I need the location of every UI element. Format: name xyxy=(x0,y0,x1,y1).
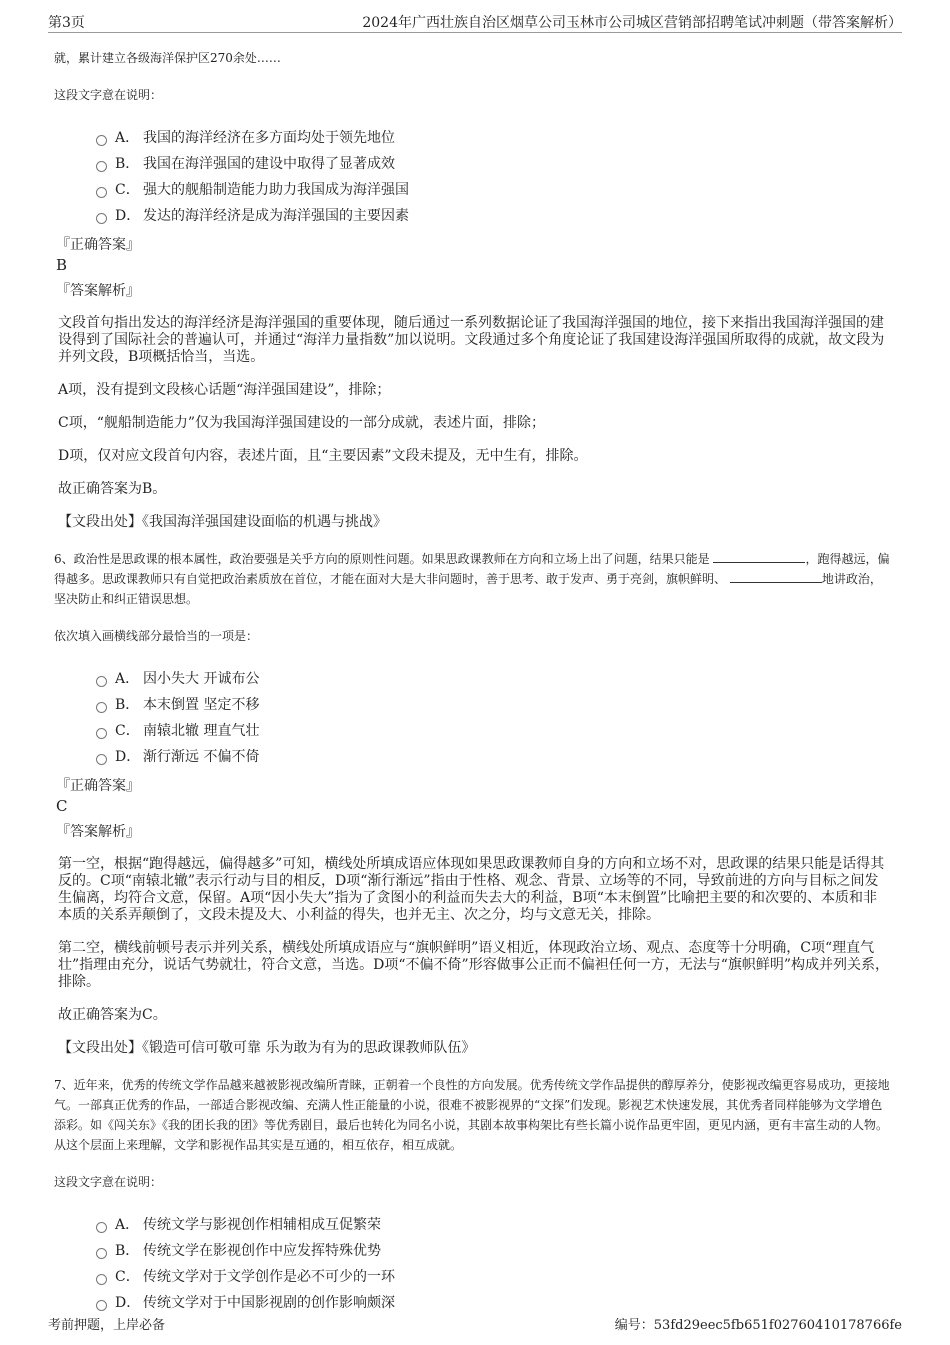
question-5-options xyxy=(96,125,890,229)
question-5-prompt: 这段文字意在说明： xyxy=(54,88,163,102)
radio-icon[interactable] xyxy=(96,135,107,146)
analysis-paragraph: C项，“舰船制造能力”仅为我国海洋强国建设的一部分成就，表述片面，排除； xyxy=(58,415,546,431)
option-a[interactable]: A． 我国的海洋经济在多方面均处于领先地位 xyxy=(96,125,890,151)
option-c[interactable]: C． 强大的舰船制造能力助力我国成为海洋强国 xyxy=(96,177,890,203)
option-c[interactable]: C． 传统文学对于文学创作是必不可少的一环 xyxy=(96,1264,890,1290)
radio-icon[interactable] xyxy=(96,1274,107,1285)
analysis-label: 『答案解析』 xyxy=(56,824,140,840)
analysis-paragraph: 第一空，根据“跑得越远，偏得越多”可知，横线处所填成语应体现如果思政课教师自身的方向和立场不对，思政课的结果只能是话得其反的。C项“南辕北辙”表示行动与目的相反，D项“渐行渐远”指由于性格、观念、背景、立场等的不同，导致前进的方向与目标之间发生偏离，均符合文意，保留。A项“因小失大”指为了贪图小的利益而失去大的利益，B项“本末倒置”比喻把主要的和次要的、本质和非本质的关系弄颠倒了，文段未提及大、小利益的得失，也并无主、次之分，均与文意无关，排除。 xyxy=(58,856,885,923)
question-7-stem: 7、近年来，优秀的传统文学作品越来越被影视改编所青睐，正朝着一个良性的方向发展。优秀传统文学作品提供的醇厚养分，使影视改编更容易成功，更接地气。一部真正优秀的作品，一部适合影视改编、充满人性正能量的小说，很难不被影视界的“文探”们发现。影视艺术快速发展，其优秀者同样能够为文学增色添彩。如《闯关东》《我的团长我的团》等优秀剧目，最后也转化为同名小说，其剧本故事构架比有些长篇小说作品更牢固，更见内涵，更有丰富生动的人物。从这个层面上来理解，文学和影视作品其实是互通的，相互依存，相互成就。 xyxy=(54,1078,890,1152)
radio-icon[interactable] xyxy=(96,187,107,198)
analysis-paragraph: D项，仅对应文段首句内容，表述片面，且“主要因素”文段未提及，无中生有，排除。 xyxy=(58,448,588,464)
source-citation: 【文段出处】《我国海洋强国建设面临的机遇与挑战》 xyxy=(58,514,387,530)
page-header xyxy=(48,12,902,33)
radio-icon[interactable] xyxy=(96,1300,107,1311)
correct-answer: C xyxy=(56,797,68,815)
fill-blank xyxy=(713,550,805,563)
answer-label: 『正确答案』 xyxy=(56,237,140,253)
radio-icon[interactable] xyxy=(96,161,107,172)
fill-blank xyxy=(730,570,822,583)
radio-icon[interactable] xyxy=(96,1248,107,1259)
source-citation: 【文段出处】《锻造可信可敬可靠 乐为敢为有为的思政课教师队伍》 xyxy=(58,1040,476,1056)
option-b[interactable]: B． 我国在海洋强国的建设中取得了显著成效 xyxy=(96,151,890,177)
footer-slogan: 考前押题，上岸必备 xyxy=(48,1318,166,1333)
question-5-stem-tail: 就，累计建立各级海洋保护区270余处…… xyxy=(54,51,281,65)
option-b[interactable]: B． 传统文学在影视创作中应发挥特殊优势 xyxy=(96,1238,890,1264)
correct-answer: B xyxy=(56,256,68,274)
page-number: 第3页 xyxy=(48,15,85,31)
option-d[interactable]: D． 渐行渐远 不偏不倚 xyxy=(96,744,890,770)
radio-icon[interactable] xyxy=(96,213,107,224)
question-6-stem: 6、政治性是思政课的根本属性，政治要强是关乎方向的原则性问题。如果思政课教师在方向和立场上出了问题，结果只能是 ，跑得越远，偏得越多。思政课教师只有自觉把政治素质放在首位，才能在面对大是大非问题时，善于思考、敢于发声、勇于亮剑，旗帜鲜明、 地讲政治，坚决防止和纠正错误思想。 xyxy=(54,552,890,606)
option-b[interactable]: B． 本末倒置 坚定不移 xyxy=(96,692,890,718)
radio-icon[interactable] xyxy=(96,676,107,687)
option-c[interactable]: C． 南辕北辙 理直气壮 xyxy=(96,718,890,744)
radio-icon[interactable] xyxy=(96,1222,107,1233)
document-id: 编号：53fd29eec5fb651f02760410178766fe xyxy=(614,1318,902,1333)
question-6-options xyxy=(96,666,890,770)
page-content xyxy=(54,48,890,1316)
analysis-paragraph: 第二空，横线前顿号表示并列关系，横线处所填成语应与“旗帜鲜明”语义相近，体现政治立场、观点、态度等十分明确，C项“理直气壮”指理由充分，说话气势就壮，符合文意，当选。D项“不偏不倚”形容做事公正而不偏袒任何一方，无法与“旗帜鲜明”构成并列关系，排除。 xyxy=(58,940,890,990)
answer-label: 『正确答案』 xyxy=(56,778,140,794)
option-a[interactable]: A． 因小失大 开诚布公 xyxy=(96,666,890,692)
analysis-paragraph: 文段首句指出发达的海洋经济是海洋强国的重要体现，随后通过一系列数据论证了我国海洋强国的地位，接下来指出我国海洋强国的建设得到了国际社会的普遍认可，并通过“海洋力量指数”加以说明。文段通过多个角度论证了我国建设海洋强国所取得的成就，故文段为并列文段，B项概括恰当，当选。 xyxy=(58,315,885,365)
radio-icon[interactable] xyxy=(96,754,107,765)
analysis-conclusion: 故正确答案为C。 xyxy=(58,1007,167,1023)
option-a[interactable]: A． 传统文学与影视创作相辅相成互促繁荣 xyxy=(96,1212,890,1238)
analysis-label: 『答案解析』 xyxy=(56,283,140,299)
analysis-conclusion: 故正确答案为B。 xyxy=(58,481,167,497)
radio-icon[interactable] xyxy=(96,702,107,713)
radio-icon[interactable] xyxy=(96,728,107,739)
question-7-prompt: 这段文字意在说明： xyxy=(54,1175,163,1189)
option-d[interactable]: D． 发达的海洋经济是成为海洋强国的主要因素 xyxy=(96,203,890,229)
document-title: 2024年广西壮族自治区烟草公司玉林市公司城区营销部招聘笔试冲刺题（带答案解析） xyxy=(362,15,902,31)
question-6-prompt: 依次填入画横线部分最恰当的一项是： xyxy=(54,629,259,643)
option-d[interactable]: D． 传统文学对于中国影视剧的创作影响颇深 xyxy=(96,1290,890,1316)
analysis-paragraph: A项，没有提到文段核心话题“海洋强国建设”，排除； xyxy=(58,382,391,398)
question-7-options xyxy=(96,1212,890,1316)
